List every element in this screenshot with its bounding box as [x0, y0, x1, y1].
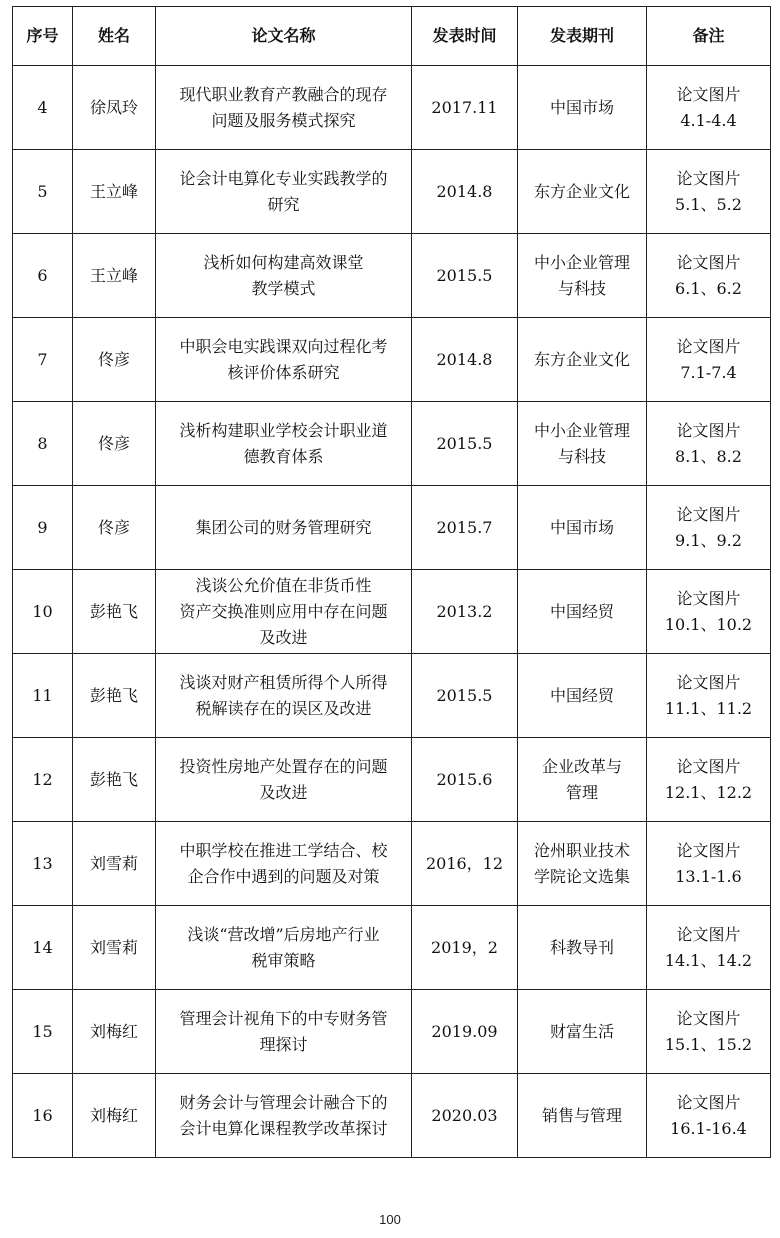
cell-no: 16 [13, 1074, 73, 1158]
cell-title [156, 318, 412, 402]
cell-note-line: 论文图片 [676, 588, 741, 608]
cell-note-line: 16.1-16.4 [670, 1118, 747, 1138]
page-number: 100 [379, 1212, 401, 1227]
cell-no: 5 [13, 150, 73, 234]
cell-no: 13 [13, 822, 73, 906]
cell-name: 刘雪莉 [73, 822, 156, 906]
cell-title [156, 486, 412, 570]
papers-table [12, 6, 771, 1158]
cell-note-line: 论文图片 [676, 672, 741, 692]
cell-note [647, 1074, 771, 1158]
header-date: 发表时间 [412, 7, 518, 66]
cell-journal [518, 150, 647, 234]
cell-date: 2013.2 [412, 570, 518, 654]
cell-journal-line: 中小企业管理 [533, 252, 630, 272]
cell-journal [518, 906, 647, 990]
cell-date: 2019.09 [412, 990, 518, 1074]
cell-date: 2015.5 [412, 402, 518, 486]
cell-name: 王立峰 [73, 234, 156, 318]
cell-journal-line: 学院论文选集 [533, 866, 630, 886]
cell-note [647, 66, 771, 150]
table-body [13, 66, 771, 1158]
cell-name: 佟彦 [73, 402, 156, 486]
cell-title-line: 浅析如何构建高效课堂 [203, 252, 364, 272]
cell-journal-line: 财富生活 [549, 1021, 614, 1041]
cell-journal [518, 402, 647, 486]
cell-title-line: 集团公司的财务管理研究 [195, 517, 372, 537]
cell-title-line: 投资性房地产处置存在的问题 [179, 756, 388, 776]
cell-note-line: 13.1-1.6 [675, 866, 742, 886]
cell-name: 刘梅红 [73, 1074, 156, 1158]
cell-title-line: 税解读存在的误区及改进 [195, 698, 372, 718]
cell-title [156, 990, 412, 1074]
cell-title [156, 1074, 412, 1158]
cell-no: 15 [13, 990, 73, 1074]
table-row [13, 318, 771, 402]
cell-note [647, 990, 771, 1074]
cell-journal-line: 中小企业管理 [533, 420, 630, 440]
cell-name: 刘梅红 [73, 990, 156, 1074]
cell-note-line: 10.1、10.2 [664, 614, 753, 634]
cell-no: 9 [13, 486, 73, 570]
table-row [13, 570, 771, 654]
cell-date: 2015.5 [412, 654, 518, 738]
cell-journal-line: 销售与管理 [541, 1105, 622, 1125]
table-row [13, 486, 771, 570]
cell-journal [518, 66, 647, 150]
header-row [13, 7, 771, 66]
cell-title [156, 234, 412, 318]
table-row [13, 990, 771, 1074]
cell-title-line: 理探讨 [259, 1034, 308, 1054]
cell-title [156, 738, 412, 822]
cell-title-line: 现代职业教育产教融合的现存 [179, 84, 388, 104]
cell-note [647, 906, 771, 990]
cell-journal [518, 990, 647, 1074]
cell-journal-line: 沧州职业技术 [533, 840, 630, 860]
cell-title-line: 浅析构建职业学校会计职业道 [179, 420, 388, 440]
cell-journal [518, 570, 647, 654]
cell-no: 14 [13, 906, 73, 990]
cell-note-line: 15.1、15.2 [664, 1034, 753, 1054]
cell-title [156, 654, 412, 738]
cell-journal-line: 东方企业文化 [533, 349, 630, 369]
cell-name: 刘雪莉 [73, 906, 156, 990]
cell-no: 11 [13, 654, 73, 738]
table-row [13, 738, 771, 822]
cell-title-line: 财务会计与管理会计融合下的 [179, 1092, 388, 1112]
cell-date: 2014.8 [412, 318, 518, 402]
cell-title-line: 及改进 [259, 782, 308, 802]
cell-journal [518, 1074, 647, 1158]
cell-journal-line: 管理 [565, 782, 598, 802]
cell-journal [518, 318, 647, 402]
cell-note-line: 论文图片 [676, 252, 741, 272]
cell-date: 2020.03 [412, 1074, 518, 1158]
cell-journal [518, 654, 647, 738]
header-no: 序号 [13, 7, 73, 66]
cell-name: 王立峰 [73, 150, 156, 234]
cell-note-line: 5.1、5.2 [675, 194, 742, 214]
cell-no: 10 [13, 570, 73, 654]
cell-note-line: 论文图片 [676, 1092, 741, 1112]
cell-title-line: 德教育体系 [243, 446, 324, 466]
cell-note-line: 8.1、8.2 [675, 446, 742, 466]
cell-title-line: 浅谈公允价值在非货币性 [195, 575, 372, 595]
cell-journal-line: 东方企业文化 [533, 181, 630, 201]
cell-name: 佟彦 [73, 318, 156, 402]
cell-title-line: 浅谈对财产租赁所得个人所得 [179, 672, 388, 692]
cell-note-line: 论文图片 [676, 336, 741, 356]
cell-name: 徐凤玲 [73, 66, 156, 150]
cell-note-line: 论文图片 [676, 840, 741, 860]
cell-date: 2019，2 [412, 906, 518, 990]
cell-journal-line: 中国经贸 [549, 685, 614, 705]
cell-no: 12 [13, 738, 73, 822]
table-row [13, 66, 771, 150]
cell-journal-line: 科教导刊 [549, 937, 614, 957]
cell-title [156, 66, 412, 150]
cell-journal-line: 与科技 [557, 278, 606, 298]
header-journal: 发表期刊 [518, 7, 647, 66]
cell-date: 2016，12 [412, 822, 518, 906]
table-row [13, 822, 771, 906]
cell-title-line: 中职会电实践课双向过程化考 [179, 336, 388, 356]
cell-note [647, 402, 771, 486]
header-note: 备注 [647, 7, 771, 66]
cell-title-line: 研究 [267, 194, 300, 214]
cell-journal-line: 中国经贸 [549, 601, 614, 621]
cell-note-line: 论文图片 [676, 924, 741, 944]
cell-no: 4 [13, 66, 73, 150]
cell-date: 2017.11 [412, 66, 518, 150]
cell-date: 2014.8 [412, 150, 518, 234]
table-row [13, 1074, 771, 1158]
cell-date: 2015.5 [412, 234, 518, 318]
cell-note-line: 12.1、12.2 [664, 782, 753, 802]
cell-title-line: 核评价体系研究 [227, 362, 340, 382]
cell-note [647, 822, 771, 906]
table-row [13, 234, 771, 318]
cell-title-line: 企合作中遇到的问题及对策 [187, 866, 380, 886]
cell-note-line: 6.1、6.2 [675, 278, 742, 298]
cell-title [156, 402, 412, 486]
cell-note-line: 14.1、14.2 [664, 950, 753, 970]
cell-journal [518, 822, 647, 906]
cell-note [647, 150, 771, 234]
header-name: 姓名 [73, 7, 156, 66]
cell-title [156, 150, 412, 234]
cell-title [156, 906, 412, 990]
header-title: 论文名称 [156, 7, 412, 66]
cell-note-line: 论文图片 [676, 84, 741, 104]
cell-title-line: 浅谈“营改增”后房地产行业 [187, 924, 380, 944]
cell-title-line: 资产交换准则应用中存在问题 [179, 601, 388, 621]
cell-note [647, 234, 771, 318]
cell-note-line: 论文图片 [676, 756, 741, 776]
cell-title-line: 会计电算化课程教学改革探讨 [179, 1118, 388, 1138]
cell-note-line: 4.1-4.4 [680, 110, 737, 130]
cell-title-line: 管理会计视角下的中专财务管 [179, 1008, 388, 1028]
table-row [13, 654, 771, 738]
cell-date: 2015.6 [412, 738, 518, 822]
cell-note [647, 318, 771, 402]
cell-journal-line: 中国市场 [549, 97, 614, 117]
cell-note-line: 论文图片 [676, 420, 741, 440]
cell-title-line: 中职学校在推进工学结合、校 [179, 840, 388, 860]
cell-title-line: 论会计电算化专业实践教学的 [179, 168, 388, 188]
cell-note-line: 11.1、11.2 [664, 698, 753, 718]
cell-name: 彭艳飞 [73, 738, 156, 822]
cell-journal [518, 486, 647, 570]
cell-note-line: 论文图片 [676, 168, 741, 188]
cell-name: 彭艳飞 [73, 570, 156, 654]
cell-title-line: 问题及服务模式探究 [211, 110, 356, 130]
cell-journal [518, 234, 647, 318]
cell-journal-line: 企业改革与 [541, 756, 622, 776]
cell-note-line: 7.1-7.4 [680, 362, 737, 382]
cell-note-line: 9.1、9.2 [675, 530, 742, 550]
cell-note [647, 570, 771, 654]
cell-journal-line: 中国市场 [549, 517, 614, 537]
cell-name: 佟彦 [73, 486, 156, 570]
table-row [13, 150, 771, 234]
table-row [13, 402, 771, 486]
cell-note [647, 486, 771, 570]
cell-name: 彭艳飞 [73, 654, 156, 738]
cell-no: 8 [13, 402, 73, 486]
cell-title-line: 税审策略 [251, 950, 316, 970]
cell-journal [518, 738, 647, 822]
cell-title [156, 822, 412, 906]
cell-no: 6 [13, 234, 73, 318]
cell-title [156, 570, 412, 654]
cell-note [647, 738, 771, 822]
cell-journal-line: 与科技 [557, 446, 606, 466]
cell-note-line: 论文图片 [676, 504, 741, 524]
cell-note-line: 论文图片 [676, 1008, 741, 1028]
cell-note [647, 654, 771, 738]
cell-title-line: 教学模式 [251, 278, 316, 298]
table-row [13, 906, 771, 990]
cell-no: 7 [13, 318, 73, 402]
cell-date: 2015.7 [412, 486, 518, 570]
cell-title-line: 及改进 [259, 627, 308, 647]
